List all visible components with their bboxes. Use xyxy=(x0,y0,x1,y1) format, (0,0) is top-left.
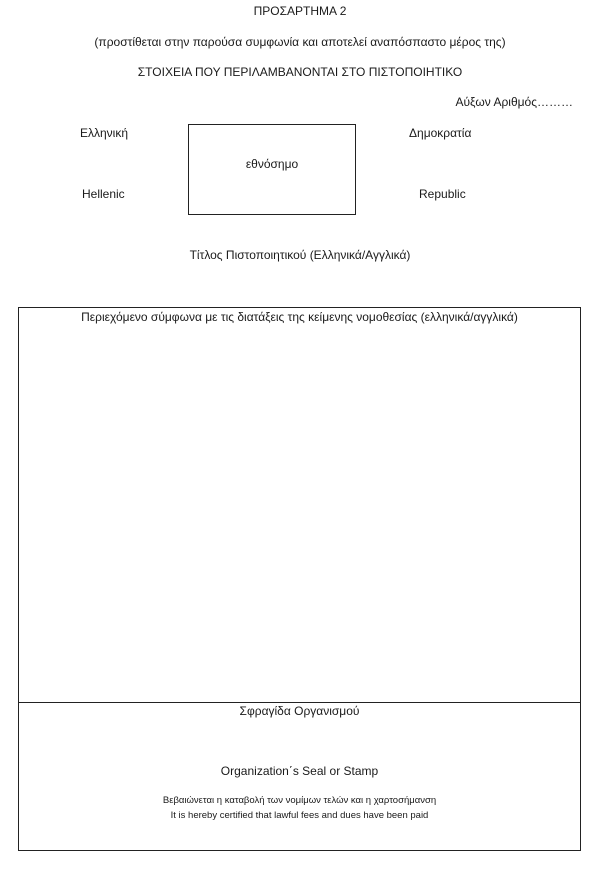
seal-title-greek: Σφραγίδα Οργανισμού xyxy=(239,704,360,718)
seal-title-english: Organization΄s Seal or Stamp xyxy=(220,764,379,778)
seal-divider xyxy=(19,702,580,703)
section-title: ΣΤΟΙΧΕΙΑ ΠΟΥ ΠΕΡΙΛΑΜΒΑΝΟΝΤΑΙ ΣΤΟ ΠΙΣΤΟΠΟΙΗΤΙΚΟ xyxy=(137,65,463,79)
emblem-label: εθνόσημο xyxy=(245,157,299,171)
content-heading: Περιεχόμενο σύμφωνα με τις διατάξεις της κείμενης νομοθεσίας (ελληνικά/αγγλικά) xyxy=(81,310,518,324)
serial-number-field: Αύξων Αριθμός……… xyxy=(455,95,573,109)
certificate-content-box xyxy=(18,307,581,851)
fees-certification-greek: Βεβαιώνεται η καταβολή των νομίμων τελών και η χαρτοσήμανση xyxy=(162,795,437,806)
republic-label-english-right: Republic xyxy=(419,187,466,201)
republic-label-greek-left: Ελληνική xyxy=(80,126,129,140)
republic-label-english-left: Hellenic xyxy=(82,187,125,201)
annex-title: ΠΡΟΣΑΡΤΗΜΑ 2 xyxy=(253,4,347,18)
fees-certification-english: It is hereby certified that lawful fees and dues have been paid xyxy=(170,810,429,821)
certificate-title: Τίτλος Πιστοποιητικού (Ελληνικά/Αγγλικά) xyxy=(189,248,411,262)
national-emblem-box xyxy=(188,124,356,215)
republic-label-greek-right: Δημοκρατία xyxy=(409,126,472,140)
annex-subtitle: (προστίθεται στην παρούσα συμφωνία και αποτελεί αναπόσπαστο μέρος της) xyxy=(94,35,506,49)
